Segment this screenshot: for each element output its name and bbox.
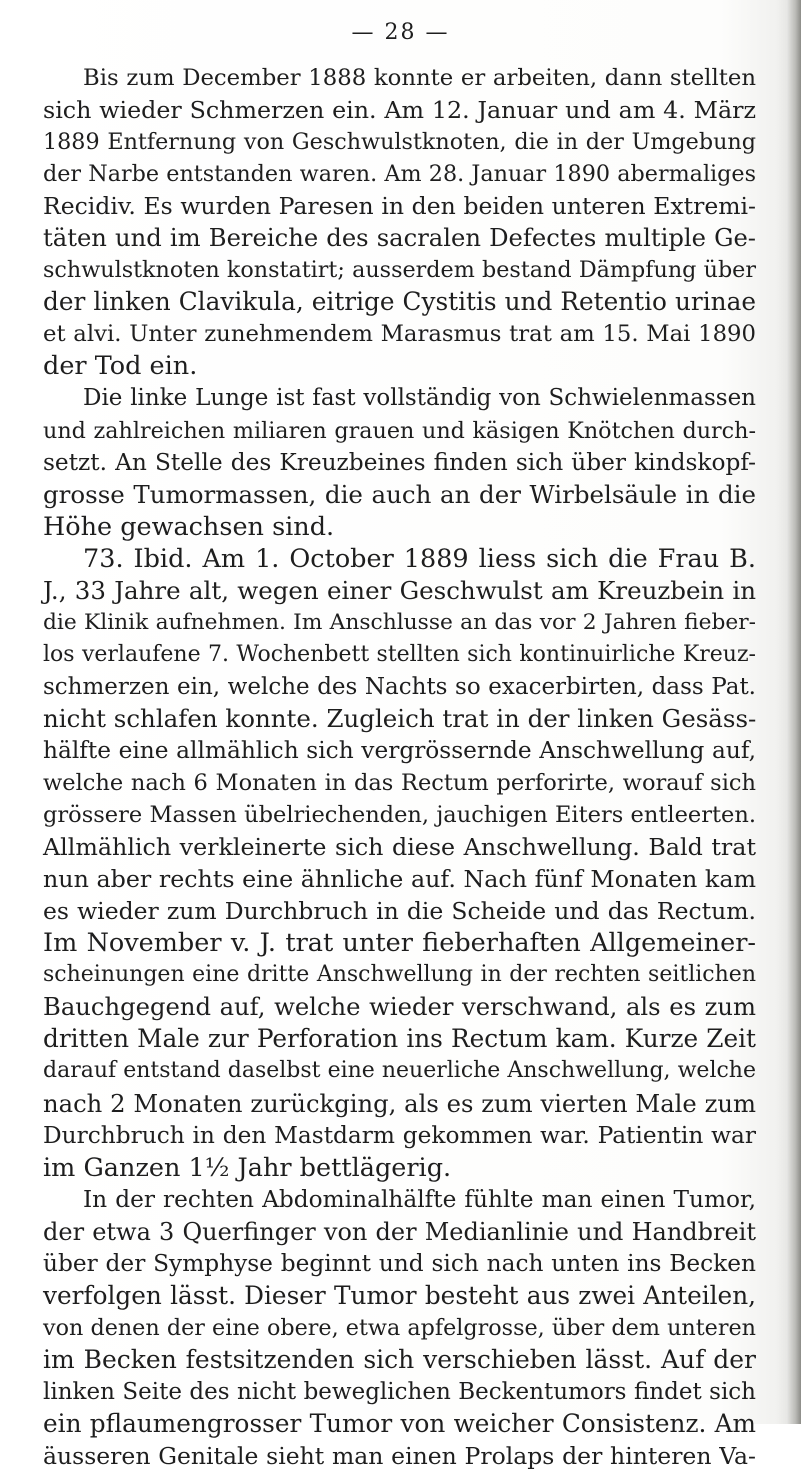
text-line: verfolgen lässt. Dieser Tumor besteht aus zwei Anteilen, <box>43 1280 756 1310</box>
text-line: die Klinik aufnehmen. Im Anschlusse an das vor 2 Jahren fieber- <box>43 609 756 635</box>
text-line: über der Symphyse beginnt und sich nach unten ins Becken <box>43 1249 756 1277</box>
text-line: der Tod ein. <box>43 351 198 382</box>
text-line: von denen der eine obere, etwa apfelgrosse, über dem unteren <box>43 1314 756 1341</box>
text-line: der linken Clavikula, eitrige Cystitis und Retentio urinae <box>43 287 756 317</box>
text-line: Recidiv. Es wurden Paresen in den beiden unteren Extremi- <box>43 192 756 221</box>
text-line: Bis zum December 1888 konnte er arbeiten, dann stellten <box>83 65 756 91</box>
text-line: Die linke Lunge ist fast vollständig von Schwielenmassen <box>83 385 756 412</box>
page-binding-shadow <box>787 0 801 1424</box>
text-line: In der rechten Abdominalhälfte fühlte man einen Tumor, <box>83 1185 756 1213</box>
text-line: welche nach 6 Monaten in das Rectum perforirte, worauf sich <box>43 770 756 797</box>
text-line: dritten Male zur Perforation ins Rectum kam. Kurze Zeit <box>43 1024 756 1054</box>
text-line: nicht schlafen konnte. Zugleich trat in der linken Gesäss- <box>43 703 757 733</box>
text-line: der etwa 3 Querfinger von der Medianlinie und Handbreit <box>43 1217 756 1246</box>
text-line: setzt. An Stelle des Kreuzbeines finden sich über kindskopf- <box>43 448 756 476</box>
text-line: Bauchgegend auf, welche wieder verschwand, als es zum <box>43 992 756 1022</box>
text-line: nun aber rechts eine ähnliche auf. Nach fünf Monaten kam <box>43 865 756 894</box>
text-line: darauf entstand daselbst eine neuerliche Anschwellung, welche <box>43 1058 756 1084</box>
text-line: grosse Tumormassen, die auch an der Wirbelsäule in die <box>43 479 756 509</box>
text-line: linken Seite des nicht beweglichen Beckentumors findet sich <box>43 1378 756 1405</box>
text-line: Allmählich verkleinerte sich diese Anschwellung. Bald trat <box>43 833 756 862</box>
text-line: im Becken festsitzenden sich verschieben lässt. Auf der <box>43 1344 756 1374</box>
text-line: Durchbruch in den Mastdarm gekommen war. Patientin war <box>43 1121 756 1149</box>
text-line: Höhe gewachsen sind. <box>43 511 335 542</box>
text-line: sich wieder Schmerzen ein. Am 12. Januar und am 4. März <box>43 96 756 125</box>
text-line: J., 33 Jahre alt, wegen einer Geschwulst am Kreuzbein in <box>43 575 756 605</box>
text-line: schmerzen ein, welche des Nachts so exacerbirten, dass Pat. <box>43 673 756 700</box>
text-line: im Ganzen 1½ Jahr bettlägerig. <box>43 1152 452 1183</box>
text-line: scheinungen eine dritte Anschwellung in der rechten seitlichen <box>43 962 756 988</box>
page-number: — 28 — <box>351 20 450 45</box>
text-line: Im November v. J. trat unter fieberhaften Allgemeiner- <box>43 928 756 959</box>
text-line: grössere Massen übelriechenden, jauchigen Eiters entleerten. <box>43 802 756 829</box>
text-line: der Narbe entstanden waren. Am 28. Januar 1890 abermaliges <box>43 161 756 188</box>
body-text <box>43 62 756 1472</box>
text-line: täten und im Bereiche des sacralen Defectes multiple Ge- <box>43 223 756 253</box>
text-line: ein pflaumengrosser Tumor von weicher Consistenz. Am <box>43 1408 756 1438</box>
text-line: hälfte eine allmählich sich vergrössernde Anschwellung auf, <box>43 736 756 764</box>
text-line: schwulstknoten konstatirt; ausserdem bestand Dämpfung über <box>43 257 756 284</box>
text-line: et alvi. Unter zunehmendem Marasmus trat am 15. Mai 1890 <box>43 321 756 348</box>
text-line: 1889 Entfernung von Geschwulstknoten, die in der Umgebung <box>43 129 756 156</box>
text-line: äusseren Genitale sieht man einen Prolaps der hinteren Va- <box>43 1442 756 1471</box>
text-line: 73. Ibid. Am 1. October 1889 liess sich die Frau B. <box>83 543 756 574</box>
text-line: nach 2 Monaten zurückging, als es zum vierten Male zum <box>43 1088 756 1118</box>
text-line: es wieder zum Durchbruch in die Scheide und das Rectum. <box>43 897 756 926</box>
text-line: los verlaufene 7. Wochenbett stellten sich kontinuirliche Kreuz- <box>43 641 756 667</box>
text-line: und zahlreichen miliaren grauen und käsigen Knötchen durch- <box>43 417 756 444</box>
